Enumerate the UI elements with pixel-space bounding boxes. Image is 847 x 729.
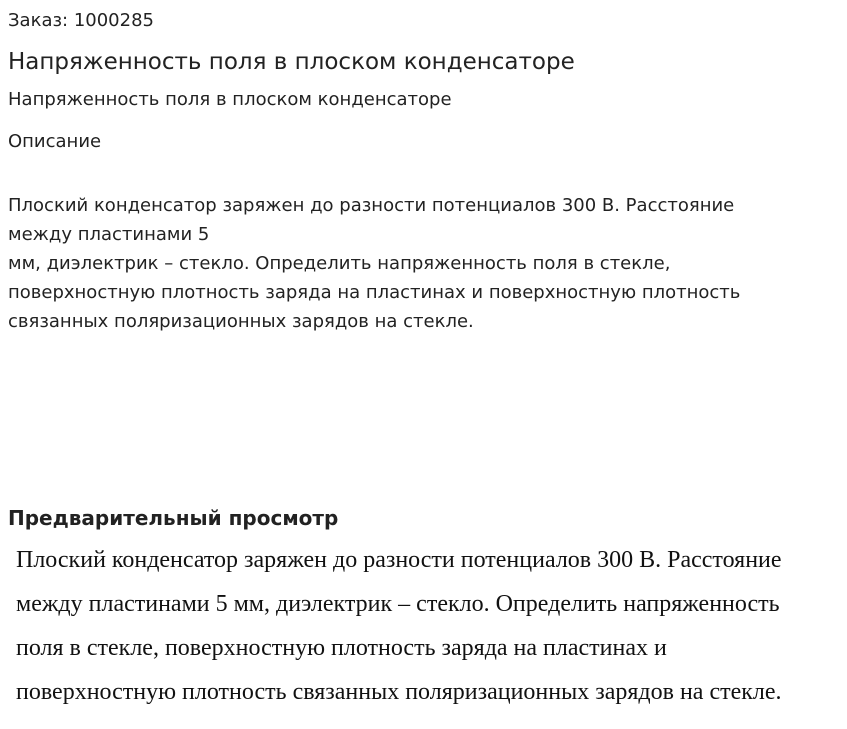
description-text (8, 191, 828, 336)
preview-line: между пластинами 5 мм, диэлектрик – стекло. Определить напряженность (16, 591, 780, 617)
preview-text (16, 538, 846, 714)
description-line: между пластинами 5 (8, 224, 210, 245)
order-number: Заказ: 1000285 (8, 10, 154, 31)
description-line: поверхностную плотность заряда на пластинах и поверхностную плотность (8, 282, 741, 303)
preview-line: поверхностную плотность связанных поляризационных зарядов на стекле. (16, 679, 782, 705)
page-subtitle: Напряженность поля в плоском конденсаторе (8, 89, 452, 110)
preview-line: Плоский конденсатор заряжен до разности потенциалов 300 В. Расстояние (16, 547, 782, 573)
page-title: Напряженность поля в плоском конденсаторе (8, 49, 575, 75)
preview-heading: Предварительный просмотр (8, 506, 339, 530)
description-line: мм, диэлектрик – стекло. Определить напряженность поля в стекле, (8, 253, 671, 274)
description-line: связанных поляризационных зарядов на стекле. (8, 311, 474, 332)
description-heading: Описание (8, 131, 102, 152)
description-line: Плоский конденсатор заряжен до разности потенциалов 300 В. Расстояние (8, 195, 735, 216)
preview-line: поля в стекле, поверхностную плотность заряда на пластинах и (16, 635, 667, 661)
